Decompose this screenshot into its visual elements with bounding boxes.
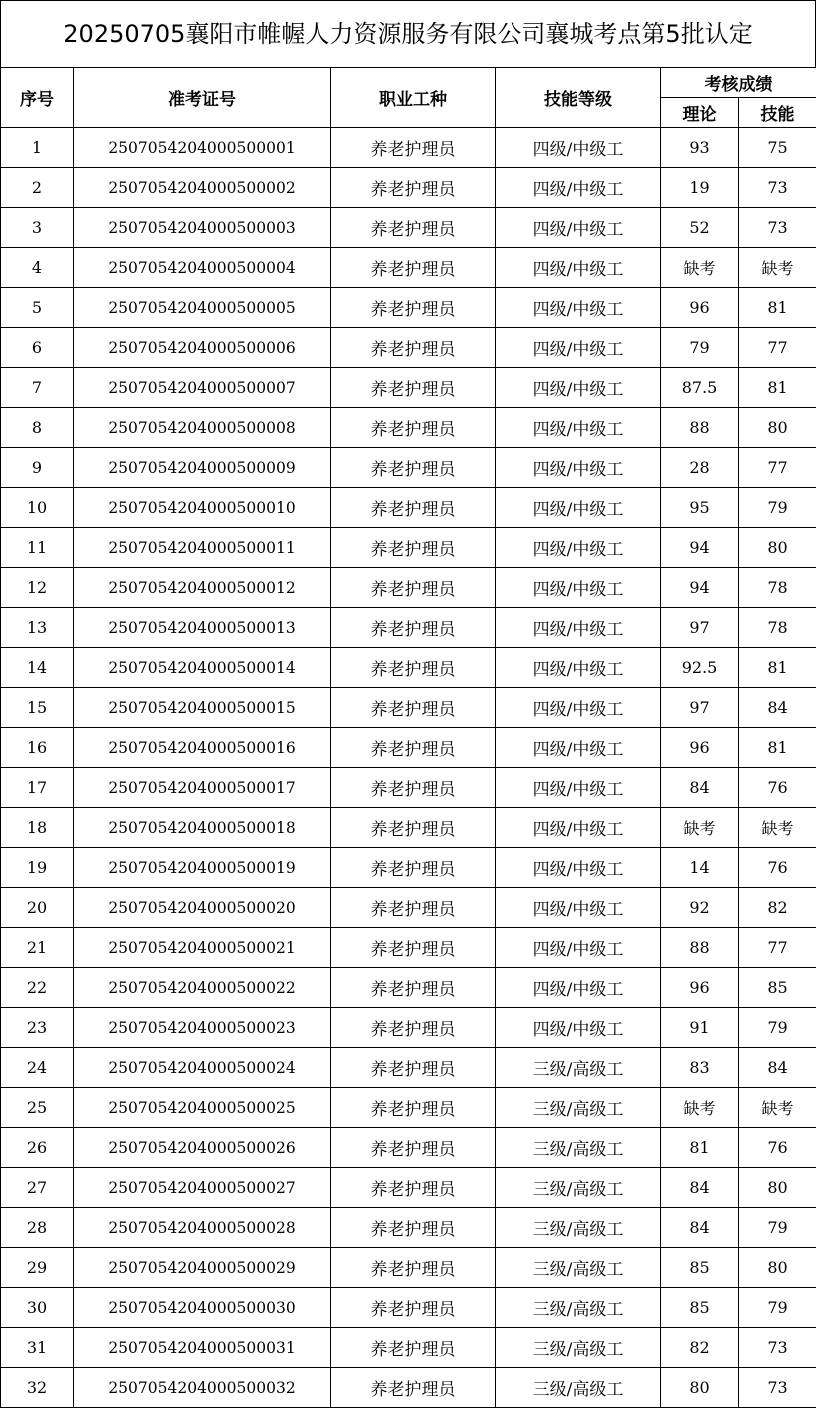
cell-exam-id: 2507054204000500016 bbox=[74, 728, 331, 768]
table-row bbox=[1, 1048, 816, 1088]
cell-exam-id: 2507054204000500031 bbox=[74, 1328, 331, 1368]
cell-theory-score: 96 bbox=[661, 728, 739, 768]
table-row bbox=[1, 1128, 816, 1168]
cell-occupation: 养老护理员 bbox=[331, 1248, 496, 1288]
cell-skill-score: 78 bbox=[739, 608, 816, 648]
cell-skill-level: 四级/中级工 bbox=[496, 1008, 661, 1048]
cell-occupation: 养老护理员 bbox=[331, 328, 496, 368]
cell-seq: 10 bbox=[1, 488, 74, 528]
cell-skill-score: 80 bbox=[739, 528, 816, 568]
cell-seq: 4 bbox=[1, 248, 74, 288]
table-row bbox=[1, 288, 816, 328]
cell-skill-level: 四级/中级工 bbox=[496, 848, 661, 888]
cell-occupation: 养老护理员 bbox=[331, 368, 496, 408]
cell-occupation: 养老护理员 bbox=[331, 888, 496, 928]
cell-occupation: 养老护理员 bbox=[331, 968, 496, 1008]
cell-theory-score: 97 bbox=[661, 688, 739, 728]
cell-skill-level: 三级/高级工 bbox=[496, 1088, 661, 1128]
cell-skill-score: 78 bbox=[739, 568, 816, 608]
cell-seq: 20 bbox=[1, 888, 74, 928]
cell-skill-score: 79 bbox=[739, 1008, 816, 1048]
cell-theory-score: 94 bbox=[661, 568, 739, 608]
cell-theory-score: 96 bbox=[661, 968, 739, 1008]
table-row bbox=[1, 568, 816, 608]
table-row bbox=[1, 608, 816, 648]
cell-exam-id: 2507054204000500007 bbox=[74, 368, 331, 408]
cell-skill-score: 77 bbox=[739, 328, 816, 368]
table-row bbox=[1, 168, 816, 208]
table-row bbox=[1, 688, 816, 728]
table-row bbox=[1, 1368, 816, 1408]
cell-skill-score: 76 bbox=[739, 1128, 816, 1168]
cell-skill-level: 三级/高级工 bbox=[496, 1288, 661, 1328]
cell-skill-level: 四级/中级工 bbox=[496, 608, 661, 648]
cell-occupation: 养老护理员 bbox=[331, 1328, 496, 1368]
cell-occupation: 养老护理员 bbox=[331, 1048, 496, 1088]
cell-exam-id: 2507054204000500022 bbox=[74, 968, 331, 1008]
cell-theory-score: 28 bbox=[661, 448, 739, 488]
cell-skill-level: 三级/高级工 bbox=[496, 1248, 661, 1288]
cell-theory-score: 14 bbox=[661, 848, 739, 888]
table-row bbox=[1, 488, 816, 528]
cell-theory-score: 91 bbox=[661, 1008, 739, 1048]
score-table bbox=[0, 67, 816, 1408]
table-row bbox=[1, 968, 816, 1008]
cell-occupation: 养老护理员 bbox=[331, 928, 496, 968]
cell-skill-score: 76 bbox=[739, 768, 816, 808]
cell-skill-level: 三级/高级工 bbox=[496, 1328, 661, 1368]
cell-skill-level: 三级/高级工 bbox=[496, 1368, 661, 1408]
table-row bbox=[1, 768, 816, 808]
cell-skill-score: 79 bbox=[739, 1208, 816, 1248]
header-skill: 技能 bbox=[739, 98, 816, 128]
cell-exam-id: 2507054204000500005 bbox=[74, 288, 331, 328]
cell-skill-level: 四级/中级工 bbox=[496, 168, 661, 208]
cell-seq: 27 bbox=[1, 1168, 74, 1208]
cell-seq: 18 bbox=[1, 808, 74, 848]
cell-theory-score: 93 bbox=[661, 128, 739, 168]
cell-seq: 13 bbox=[1, 608, 74, 648]
page-title: 20250705襄阳市帷幄人力资源服务有限公司襄城考点第5批认定 bbox=[0, 0, 816, 67]
cell-exam-id: 2507054204000500018 bbox=[74, 808, 331, 848]
table-row bbox=[1, 648, 816, 688]
cell-occupation: 养老护理员 bbox=[331, 408, 496, 448]
cell-skill-score: 80 bbox=[739, 1168, 816, 1208]
cell-skill-level: 四级/中级工 bbox=[496, 648, 661, 688]
cell-occupation: 养老护理员 bbox=[331, 1208, 496, 1248]
cell-skill-level: 四级/中级工 bbox=[496, 448, 661, 488]
cell-skill-score: 75 bbox=[739, 128, 816, 168]
cell-seq: 32 bbox=[1, 1368, 74, 1408]
table-row bbox=[1, 1208, 816, 1248]
cell-exam-id: 2507054204000500032 bbox=[74, 1368, 331, 1408]
cell-skill-level: 四级/中级工 bbox=[496, 408, 661, 448]
cell-occupation: 养老护理员 bbox=[331, 1368, 496, 1408]
header-theory: 理论 bbox=[661, 98, 739, 128]
cell-seq: 7 bbox=[1, 368, 74, 408]
cell-seq: 26 bbox=[1, 1128, 74, 1168]
cell-exam-id: 2507054204000500003 bbox=[74, 208, 331, 248]
cell-exam-id: 2507054204000500012 bbox=[74, 568, 331, 608]
table-row bbox=[1, 928, 816, 968]
table-row bbox=[1, 1088, 816, 1128]
cell-skill-score: 73 bbox=[739, 1328, 816, 1368]
cell-theory-score: 88 bbox=[661, 408, 739, 448]
cell-skill-score: 缺考 bbox=[739, 808, 816, 848]
cell-exam-id: 2507054204000500017 bbox=[74, 768, 331, 808]
cell-seq: 29 bbox=[1, 1248, 74, 1288]
cell-skill-score: 82 bbox=[739, 888, 816, 928]
cell-skill-level: 四级/中级工 bbox=[496, 568, 661, 608]
cell-seq: 25 bbox=[1, 1088, 74, 1128]
cell-occupation: 养老护理员 bbox=[331, 288, 496, 328]
cell-skill-level: 三级/高级工 bbox=[496, 1128, 661, 1168]
cell-seq: 11 bbox=[1, 528, 74, 568]
cell-skill-score: 73 bbox=[739, 208, 816, 248]
cell-seq: 5 bbox=[1, 288, 74, 328]
table-row bbox=[1, 1008, 816, 1048]
cell-skill-level: 四级/中级工 bbox=[496, 528, 661, 568]
cell-skill-level: 四级/中级工 bbox=[496, 208, 661, 248]
cell-seq: 31 bbox=[1, 1328, 74, 1368]
cell-skill-score: 81 bbox=[739, 648, 816, 688]
table-row bbox=[1, 728, 816, 768]
cell-theory-score: 83 bbox=[661, 1048, 739, 1088]
cell-theory-score: 缺考 bbox=[661, 248, 739, 288]
header-scores: 考核成绩 bbox=[661, 68, 816, 98]
cell-occupation: 养老护理员 bbox=[331, 128, 496, 168]
cell-skill-score: 80 bbox=[739, 408, 816, 448]
cell-skill-score: 80 bbox=[739, 1248, 816, 1288]
cell-seq: 12 bbox=[1, 568, 74, 608]
table-row bbox=[1, 248, 816, 288]
cell-theory-score: 95 bbox=[661, 488, 739, 528]
cell-skill-score: 73 bbox=[739, 1368, 816, 1408]
header-occupation: 职业工种 bbox=[331, 68, 496, 128]
header-seq: 序号 bbox=[1, 68, 74, 128]
cell-exam-id: 2507054204000500002 bbox=[74, 168, 331, 208]
cell-exam-id: 2507054204000500001 bbox=[74, 128, 331, 168]
cell-skill-level: 三级/高级工 bbox=[496, 1208, 661, 1248]
cell-occupation: 养老护理员 bbox=[331, 1288, 496, 1328]
cell-theory-score: 81 bbox=[661, 1128, 739, 1168]
cell-exam-id: 2507054204000500015 bbox=[74, 688, 331, 728]
cell-theory-score: 92.5 bbox=[661, 648, 739, 688]
table-row bbox=[1, 128, 816, 168]
cell-seq: 23 bbox=[1, 1008, 74, 1048]
cell-theory-score: 94 bbox=[661, 528, 739, 568]
cell-theory-score: 缺考 bbox=[661, 1088, 739, 1128]
cell-skill-score: 缺考 bbox=[739, 1088, 816, 1128]
cell-skill-score: 84 bbox=[739, 1048, 816, 1088]
cell-exam-id: 2507054204000500025 bbox=[74, 1088, 331, 1128]
cell-theory-score: 52 bbox=[661, 208, 739, 248]
cell-theory-score: 82 bbox=[661, 1328, 739, 1368]
table-row bbox=[1, 448, 816, 488]
cell-occupation: 养老护理员 bbox=[331, 768, 496, 808]
cell-theory-score: 92 bbox=[661, 888, 739, 928]
table-row bbox=[1, 208, 816, 248]
cell-theory-score: 缺考 bbox=[661, 808, 739, 848]
cell-skill-level: 四级/中级工 bbox=[496, 808, 661, 848]
table-row bbox=[1, 888, 816, 928]
header-skill-level: 技能等级 bbox=[496, 68, 661, 128]
cell-seq: 24 bbox=[1, 1048, 74, 1088]
cell-theory-score: 84 bbox=[661, 1208, 739, 1248]
cell-skill-score: 77 bbox=[739, 448, 816, 488]
cell-seq: 1 bbox=[1, 128, 74, 168]
cell-seq: 8 bbox=[1, 408, 74, 448]
cell-theory-score: 88 bbox=[661, 928, 739, 968]
table-row bbox=[1, 528, 816, 568]
cell-occupation: 养老护理员 bbox=[331, 488, 496, 528]
cell-exam-id: 2507054204000500027 bbox=[74, 1168, 331, 1208]
cell-seq: 19 bbox=[1, 848, 74, 888]
cell-occupation: 养老护理员 bbox=[331, 1168, 496, 1208]
cell-occupation: 养老护理员 bbox=[331, 1128, 496, 1168]
cell-seq: 21 bbox=[1, 928, 74, 968]
table-row bbox=[1, 328, 816, 368]
cell-exam-id: 2507054204000500021 bbox=[74, 928, 331, 968]
cell-exam-id: 2507054204000500011 bbox=[74, 528, 331, 568]
cell-skill-level: 四级/中级工 bbox=[496, 328, 661, 368]
cell-theory-score: 84 bbox=[661, 1168, 739, 1208]
cell-theory-score: 97 bbox=[661, 608, 739, 648]
table-row bbox=[1, 1248, 816, 1288]
cell-skill-level: 四级/中级工 bbox=[496, 488, 661, 528]
cell-occupation: 养老护理员 bbox=[331, 248, 496, 288]
cell-exam-id: 2507054204000500026 bbox=[74, 1128, 331, 1168]
cell-skill-score: 81 bbox=[739, 368, 816, 408]
cell-skill-score: 79 bbox=[739, 1288, 816, 1328]
cell-theory-score: 80 bbox=[661, 1368, 739, 1408]
cell-skill-score: 79 bbox=[739, 488, 816, 528]
cell-occupation: 养老护理员 bbox=[331, 728, 496, 768]
cell-skill-level: 四级/中级工 bbox=[496, 728, 661, 768]
cell-theory-score: 85 bbox=[661, 1248, 739, 1288]
cell-skill-level: 三级/高级工 bbox=[496, 1048, 661, 1088]
cell-seq: 16 bbox=[1, 728, 74, 768]
cell-exam-id: 2507054204000500029 bbox=[74, 1248, 331, 1288]
cell-skill-level: 四级/中级工 bbox=[496, 928, 661, 968]
cell-occupation: 养老护理员 bbox=[331, 1008, 496, 1048]
cell-skill-level: 三级/高级工 bbox=[496, 1168, 661, 1208]
cell-exam-id: 2507054204000500008 bbox=[74, 408, 331, 448]
cell-exam-id: 2507054204000500020 bbox=[74, 888, 331, 928]
cell-skill-level: 四级/中级工 bbox=[496, 128, 661, 168]
cell-theory-score: 79 bbox=[661, 328, 739, 368]
cell-exam-id: 2507054204000500004 bbox=[74, 248, 331, 288]
cell-theory-score: 19 bbox=[661, 168, 739, 208]
cell-skill-level: 四级/中级工 bbox=[496, 768, 661, 808]
cell-exam-id: 2507054204000500019 bbox=[74, 848, 331, 888]
cell-skill-level: 四级/中级工 bbox=[496, 688, 661, 728]
cell-seq: 9 bbox=[1, 448, 74, 488]
table-row bbox=[1, 1168, 816, 1208]
cell-skill-score: 73 bbox=[739, 168, 816, 208]
cell-exam-id: 2507054204000500023 bbox=[74, 1008, 331, 1048]
table-row bbox=[1, 848, 816, 888]
cell-occupation: 养老护理员 bbox=[331, 208, 496, 248]
header-exam-id: 准考证号 bbox=[74, 68, 331, 128]
cell-exam-id: 2507054204000500009 bbox=[74, 448, 331, 488]
cell-occupation: 养老护理员 bbox=[331, 848, 496, 888]
cell-skill-level: 四级/中级工 bbox=[496, 368, 661, 408]
cell-skill-score: 85 bbox=[739, 968, 816, 1008]
cell-seq: 3 bbox=[1, 208, 74, 248]
cell-exam-id: 2507054204000500024 bbox=[74, 1048, 331, 1088]
cell-seq: 6 bbox=[1, 328, 74, 368]
cell-exam-id: 2507054204000500013 bbox=[74, 608, 331, 648]
cell-skill-score: 84 bbox=[739, 688, 816, 728]
cell-occupation: 养老护理员 bbox=[331, 648, 496, 688]
table-row bbox=[1, 808, 816, 848]
table-row bbox=[1, 1328, 816, 1368]
cell-occupation: 养老护理员 bbox=[331, 1088, 496, 1128]
cell-exam-id: 2507054204000500028 bbox=[74, 1208, 331, 1248]
cell-exam-id: 2507054204000500010 bbox=[74, 488, 331, 528]
cell-exam-id: 2507054204000500030 bbox=[74, 1288, 331, 1328]
cell-skill-score: 76 bbox=[739, 848, 816, 888]
cell-occupation: 养老护理员 bbox=[331, 808, 496, 848]
cell-exam-id: 2507054204000500006 bbox=[74, 328, 331, 368]
cell-seq: 22 bbox=[1, 968, 74, 1008]
cell-skill-level: 四级/中级工 bbox=[496, 968, 661, 1008]
cell-skill-score: 81 bbox=[739, 728, 816, 768]
cell-seq: 14 bbox=[1, 648, 74, 688]
cell-theory-score: 85 bbox=[661, 1288, 739, 1328]
cell-theory-score: 87.5 bbox=[661, 368, 739, 408]
cell-skill-level: 四级/中级工 bbox=[496, 248, 661, 288]
table-body bbox=[1, 128, 816, 1408]
cell-occupation: 养老护理员 bbox=[331, 448, 496, 488]
cell-seq: 30 bbox=[1, 1288, 74, 1328]
cell-skill-score: 77 bbox=[739, 928, 816, 968]
cell-seq: 2 bbox=[1, 168, 74, 208]
cell-theory-score: 96 bbox=[661, 288, 739, 328]
cell-skill-score: 缺考 bbox=[739, 248, 816, 288]
cell-skill-score: 81 bbox=[739, 288, 816, 328]
table-row bbox=[1, 368, 816, 408]
table-row bbox=[1, 408, 816, 448]
table-header bbox=[1, 68, 816, 128]
cell-seq: 28 bbox=[1, 1208, 74, 1248]
cell-seq: 15 bbox=[1, 688, 74, 728]
cell-occupation: 养老护理员 bbox=[331, 168, 496, 208]
cell-occupation: 养老护理员 bbox=[331, 688, 496, 728]
cell-seq: 17 bbox=[1, 768, 74, 808]
cell-occupation: 养老护理员 bbox=[331, 528, 496, 568]
cell-theory-score: 84 bbox=[661, 768, 739, 808]
cell-skill-level: 四级/中级工 bbox=[496, 288, 661, 328]
table-row bbox=[1, 1288, 816, 1328]
cell-skill-level: 四级/中级工 bbox=[496, 888, 661, 928]
cell-occupation: 养老护理员 bbox=[331, 568, 496, 608]
cell-exam-id: 2507054204000500014 bbox=[74, 648, 331, 688]
cell-occupation: 养老护理员 bbox=[331, 608, 496, 648]
